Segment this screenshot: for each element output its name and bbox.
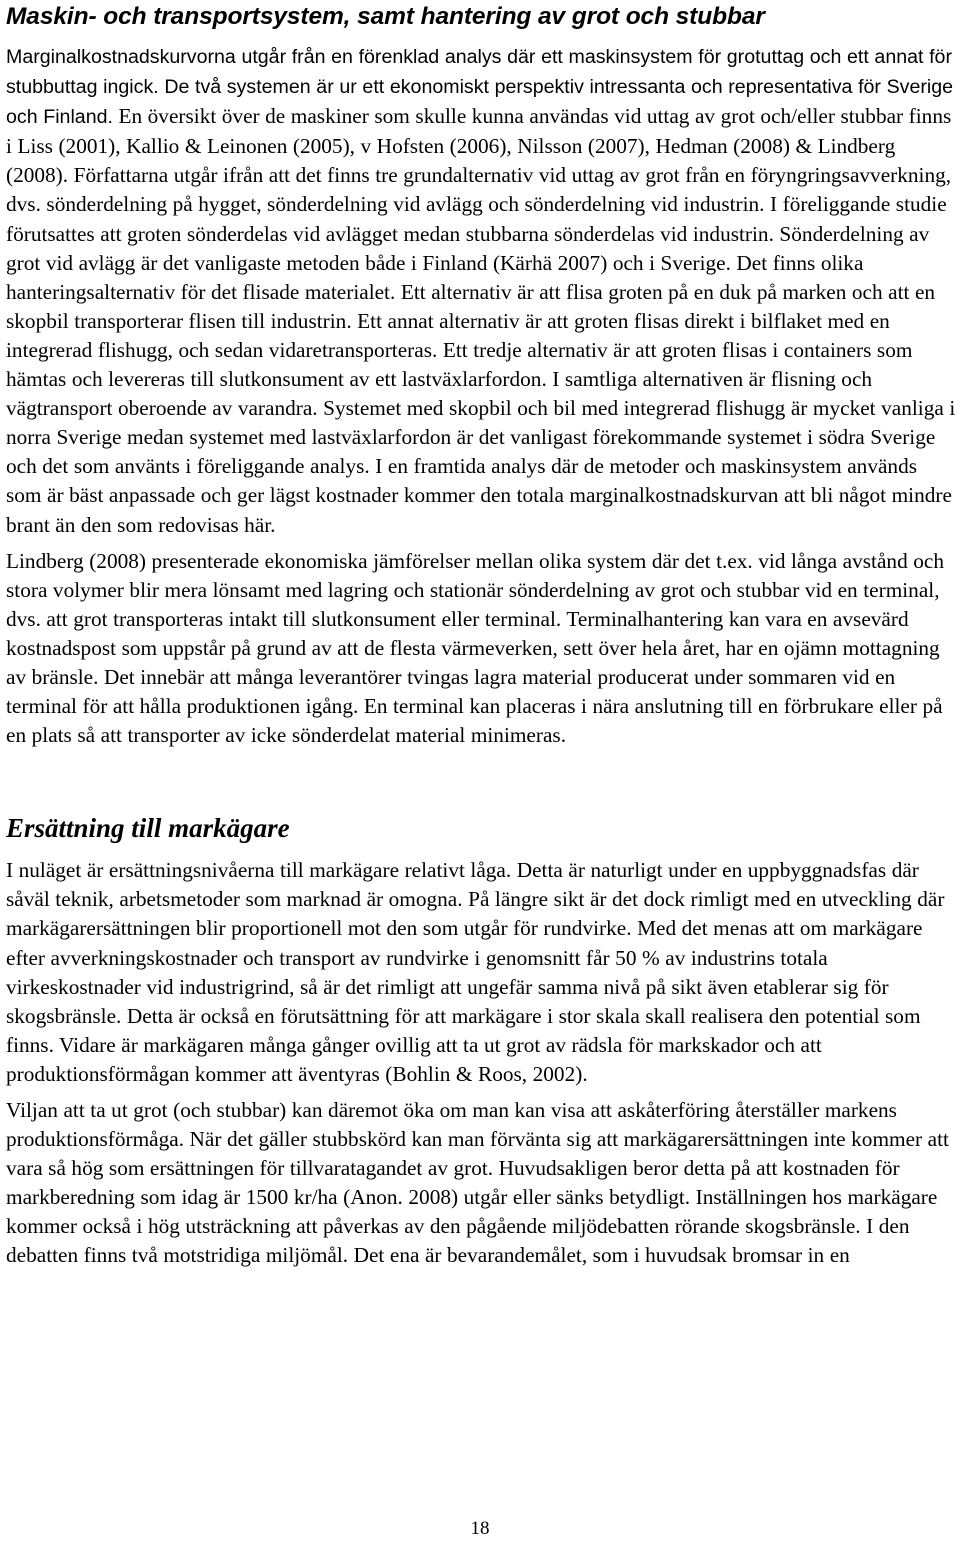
page-number: 18 [470, 1518, 490, 1539]
document-page [6, 0, 956, 1278]
paragraph-machine-systems-2 [6, 547, 956, 751]
section-spacer [6, 757, 956, 812]
section-heading-landowner-compensation: Ersättning till markägare [6, 813, 290, 844]
paragraph-machine-systems-1 [6, 42, 956, 540]
paragraph-landowner-1: I nuläget är ersättningsnivåerna till markägare relativt låga. Detta är naturligt under en uppbyggnadsfas där såväl teknik, arbetsmetoder som marknad är omogna. På längre sikt är det dock rimligt med en utveckling där markägarersättningen blir proportionell mot den som utgår för rundvirke. Med det menas att om markägare efter avverkningskostnader och transport av rundvirke i genomsnitt får 50 % av industrins totala virkeskostnader vid industrigrind, så är det rimligt att ungefär samma nivå på sikt även etablerar sig för skogsbränsle. Detta är också en förutsättning för att markägare i stor skala skall realisera den potential som finns. Vidare är markägaren många gånger ovillig att ta ut grot av rädsla för markskador och att produktionsförmågan kommer att äventyras (Bohlin & Roos, 2002). [6, 858, 945, 1086]
paragraph-landowner-2: Viljan att ta ut grot (och stubbar) kan däremot öka om man kan visa att askåterföring återställer markens produktionsförmåga. När det gäller stubbskörd kan man förvänta sig att markägarersättningen inte kommer att vara så hög som ersättningen för tillvaratagandet av grot. Huvudsakligen beror detta på att kostnaden för markberedning som idag är 1500 kr/ha (Anon. 2008) utgår eller sänks betydligt. Inställningen hos markägare kommer också i hög utsträckning att påverkas av den pågående miljödebatten rörande skogsbränsle. I den debatten finns två motstridiga miljömål. Det ena är bevarandemålet, som i huvudsak bromsar in en [6, 1098, 949, 1268]
section-heading-machine-systems: Maskin- och transportsystem, samt hantering av grot och stubbar [6, 3, 765, 30]
paragraph-lead: Marginalkostnadskurvorna utgår från en förenklad analys där ett maskinsystem för grotuttag och ett annat för stubbuttag ingick. De två systemen är ur ett ekonomiskt perspektiv intressanta och representativa för Sverige och Finland. [6, 46, 954, 129]
paragraph-body: En översikt över de maskiner som skulle kunna användas vid uttag av grot och/eller stubbar finns i Liss (2001), Kallio & Leinonen (2005), v Hofsten (2006), Nilsson (2007), Hedman (2008) & Lindberg (2008). Författarna utgår ifrån att det finns tre grundalternativ vid uttag av grot från en föryngringsavverkning, dvs. sönderdelning på hygget, sönderdelning vid avlägg och sönderdelning vid industrin. I föreliggande studie förutsattes att groten sönderdelas vid avlägget medan stubbarna sönderdelas vid industrin. Sönderdelning av grot vid avlägg är det vanligaste metoden både i Finland (Kärhä 2007) och i Sverige. Det finns olika hanteringsalternativ för det flisade materialet. Ett alternativ är att flisa groten på en duk på marken och att en skopbil transporterar flisen till industrin. Ett annat alternativ är att groten flisas direkt i bilflaket med en integrerad flishugg, och sedan vidaretransporteras. Ett tredje alternativ är att groten flisas i containers som hämtas och levereras till slutkonsument av ett lastväxlarfordon. I samtliga alternativen är flisning och vägtransport oberoende av varandra. Systemet med skopbil och bil med integrerad flishugg är mycket vanliga i norra Sverige medan systemet med lastväxlarfordon är det vanligast förekommande systemet i södra Sverige och det som använts i föreliggande analys. I en framtida analys där de metoder och maskinsystem används som är bäst anpassade och ger lägst kostnader kommer den totala marginalkostnadskurvan att bli något mindre brant än den som redovisas här. [6, 104, 956, 537]
paragraph-body: Lindberg (2008) presenterade ekonomiska jämförelser mellan olika system där det t.ex. vid långa avstånd och stora volymer blir mera lönsamt med lagring och stationär sönderdelning av grot och stubbar vid en terminal, dvs. att grot transporteras intakt till slutkonsument eller terminal. Terminalhantering kan vara en avsevärd kostnadspost som uppstår på grund av att de flesta värmeverken, sett över hela året, har en ojämn mottagning av bränsle. Det innebär att många leverantörer tvingas lagra material producerat under sommaren vid en terminal för att hålla produktionen igång. En terminal kan placeras i nära anslutning till en förbrukare eller på en plats så att transporter av icke sönderdelat material minimeras. [6, 548, 944, 748]
